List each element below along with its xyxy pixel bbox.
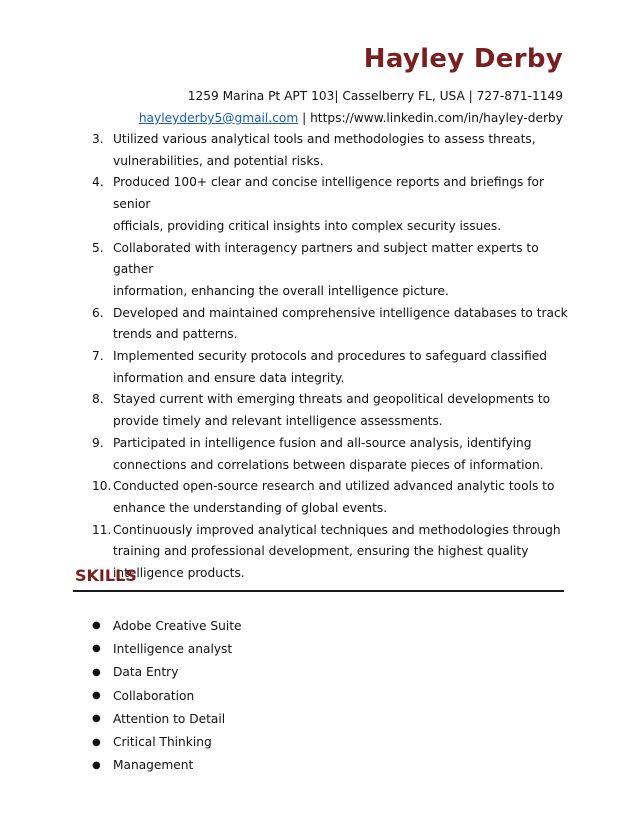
list-item-number: 3. [92,132,104,146]
list-item-line: enhance the understanding of global events. [113,500,388,515]
contact-links [139,111,563,125]
list-item-line: Implemented security protocols and procedures to safeguard classified [113,349,548,364]
list-item-line: information and ensure data integrity. [113,370,345,385]
bullet-icon: ● [92,713,101,725]
list-item-line: Utilized various analytical tools and methodologies to assess threats, [113,132,536,146]
list-item-line: Participated in intelligence fusion and all-source analysis, identifying [113,435,532,450]
section-divider [73,590,564,592]
linkedin-url: https://www.linkedin.com/in/hayley-derby [310,111,563,125]
bullet-icon: ● [92,666,101,678]
skill-item [92,661,242,684]
email-link[interactable]: hayleyderby5@gmail.com [138,111,299,125]
list-item-number: 4. [92,175,104,190]
bullet-icon: ● [92,759,101,771]
skills-heading: SKILLS [75,566,137,585]
list-item [92,520,572,585]
list-item-line: Continuously improved analytical techniques and methodologies through [113,522,561,537]
list-item-text [113,346,572,389]
bullet-icon: ● [92,736,101,748]
experience-list [92,129,572,585]
list-item [92,389,572,432]
list-item-line: intelligence products. [113,566,245,581]
list-item-text [113,172,572,237]
list-item-text [113,238,572,303]
list-item [92,433,572,476]
skill-label: Attention to Detail [113,711,226,726]
list-item-text [113,303,572,346]
contact-separator: | [302,111,307,125]
skill-label: Critical Thinking [113,735,212,750]
list-item-number: 11. [92,522,112,537]
list-item-line: vulnerabilities, and potential risks. [113,153,324,168]
list-item-line: training and professional development, ensuring the highest quality [113,544,529,559]
skill-item [92,684,242,707]
list-item [92,238,572,303]
list-item-line: trends and patterns. [113,327,238,342]
skill-label: Management [113,758,194,773]
skill-item [92,614,242,637]
skill-item [92,730,242,753]
skill-label: Collaboration [113,688,195,703]
skills-list [92,614,242,777]
list-item-line: Conducted open-source research and utilized advanced analytic tools to [113,479,555,494]
list-item [92,476,572,519]
list-item-text [113,389,572,432]
skill-item [92,637,242,660]
skill-label: Intelligence analyst [113,641,233,656]
bullet-icon: ● [92,643,101,655]
list-item [92,172,572,237]
list-item-line: Collaborated with interagency partners and subject matter experts to gather [113,240,539,277]
skill-label: Data Entry [113,665,179,680]
list-item-text [113,129,572,172]
list-item-number: 6. [92,305,104,320]
list-item-number: 10. [92,479,112,494]
list-item-line: Stayed current with emerging threats and geopolitical developments to [113,392,551,407]
bullet-icon: ● [92,620,101,632]
list-item-number: 5. [92,240,104,255]
list-item [92,303,572,346]
list-item-line: provide timely and relevant intelligence assessments. [113,414,443,429]
list-item-line: connections and correlations between disparate pieces of information. [113,457,544,472]
bullet-icon: ● [92,690,101,702]
list-item-text [113,433,572,476]
list-item-line: information, enhancing the overall intelligence picture. [113,283,449,298]
list-item [92,346,572,389]
list-item-number: 8. [92,392,104,407]
list-item-number: 7. [92,349,104,364]
list-item-line: officials, providing critical insights into complex security issues. [113,218,502,233]
list-item-line: Produced 100+ clear and concise intelligence reports and briefings for senior [113,175,544,212]
list-item-text [113,520,572,585]
list-item [92,129,572,172]
skill-item [92,707,242,730]
list-item-text [113,476,572,519]
skill-label: Adobe Creative Suite [113,618,242,633]
list-item-line: Developed and maintained comprehensive intelligence databases to track [113,305,568,320]
list-item-number: 9. [92,435,104,450]
candidate-name: Hayley Derby [363,44,563,74]
skill-item [92,754,242,777]
address-line: 1259 Marina Pt APT 103| Casselberry FL, USA | 727-871-1149 [187,89,563,103]
